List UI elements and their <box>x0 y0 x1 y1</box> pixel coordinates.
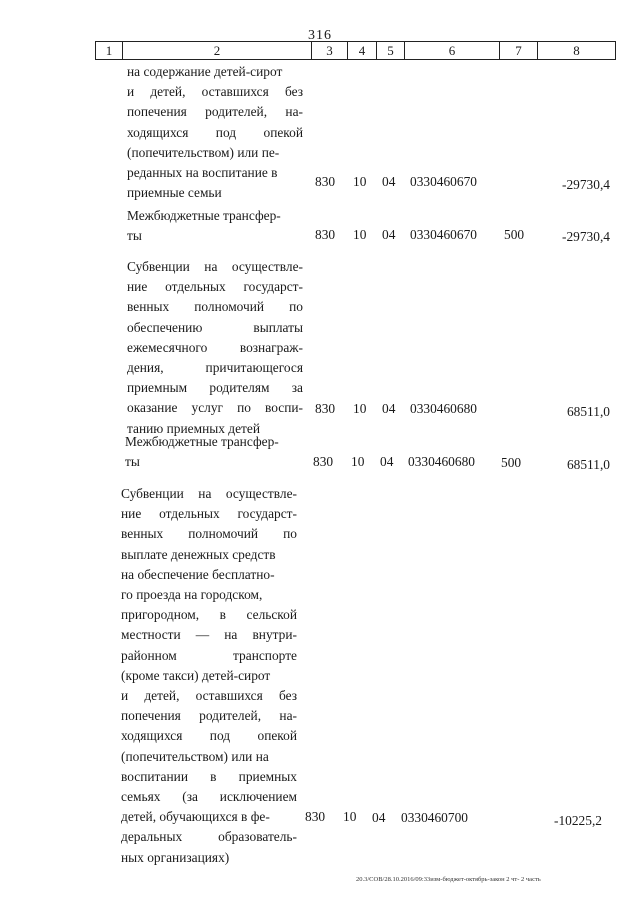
amount-value: 68511,0 <box>566 404 610 419</box>
page-number: 316 <box>308 28 332 43</box>
target-article-code: 0330460680 <box>410 401 477 416</box>
row-description: Субвенции на осуществле- ние отдельных государст- венных полномочий по обеспечению выплаты ежемесячного вознаграж- дения, причитающегося приемным родителям за оказание услуг по воспи- танию приемных детей <box>127 259 303 436</box>
header-col-7: 7 <box>499 41 538 60</box>
header-col-5: 5 <box>376 41 405 60</box>
expense-type-code: 500 <box>501 455 522 470</box>
target-article-code: 0330460700 <box>401 810 468 825</box>
header-col-1: 1 <box>95 41 123 60</box>
section-code: 10 <box>353 174 367 189</box>
ministry-code: 830 <box>315 227 336 242</box>
row-description: Межбюджетные трансфер- ты <box>125 434 279 470</box>
amount-value: 68511,0 <box>566 457 610 472</box>
ministry-code: 830 <box>313 454 334 469</box>
section-code: 10 <box>343 809 357 824</box>
subsection-code: 04 <box>380 454 394 469</box>
subsection-code: 04 <box>382 227 396 242</box>
ministry-code: 830 <box>305 809 326 824</box>
section-code: 10 <box>353 401 367 416</box>
header-col-2: 2 <box>122 41 312 60</box>
section-code: 10 <box>353 227 367 242</box>
expense-type-code: 500 <box>504 227 525 242</box>
target-article-code: 0330460670 <box>410 174 477 189</box>
row-description: Субвенции на осуществле- ние отдельных государст- венных полномочий по выплате денежных средств на обеспечение бесплатно- го проезда на городском, пригородном, в сельской местности — на внутри- районном транспорте (кроме такси) детей-сирот и детей, оставшихся без попечения родителей, на- ходящихся под опекой (попечительством) или на воспитании в приемных семьях (за исключением детей, обучающихся в фе- деральных образователь- ных организациях) <box>121 486 297 865</box>
ministry-code: 830 <box>315 174 336 189</box>
section-code: 10 <box>351 454 365 469</box>
row-description: на содержание детей-сирот и детей, оставшихся без попечения родителей, на- ходящихся под опекой (попечительством) или пе- реданных на воспитание в приемные семьи <box>127 64 303 201</box>
header-col-8: 8 <box>537 41 616 60</box>
subsection-code: 04 <box>382 401 396 416</box>
header-col-4: 4 <box>347 41 377 60</box>
amount-value: -29730,4 <box>562 229 610 244</box>
amount-value: -29730,4 <box>562 177 610 192</box>
document-footer: 20.3/СОВ/28.10.2016/09:33изм-бюджет-октябрь-закон 2 чт- 2 часть <box>356 876 541 883</box>
ministry-code: 830 <box>315 401 336 416</box>
target-article-code: 0330460670 <box>410 227 477 242</box>
row-description: Межбюджетные трансфер- ты <box>127 208 281 244</box>
header-col-3: 3 <box>311 41 348 60</box>
header-col-6: 6 <box>404 41 500 60</box>
subsection-code: 04 <box>372 810 386 825</box>
subsection-code: 04 <box>382 174 396 189</box>
target-article-code: 0330460680 <box>408 454 475 469</box>
amount-value: -10225,2 <box>554 813 602 828</box>
